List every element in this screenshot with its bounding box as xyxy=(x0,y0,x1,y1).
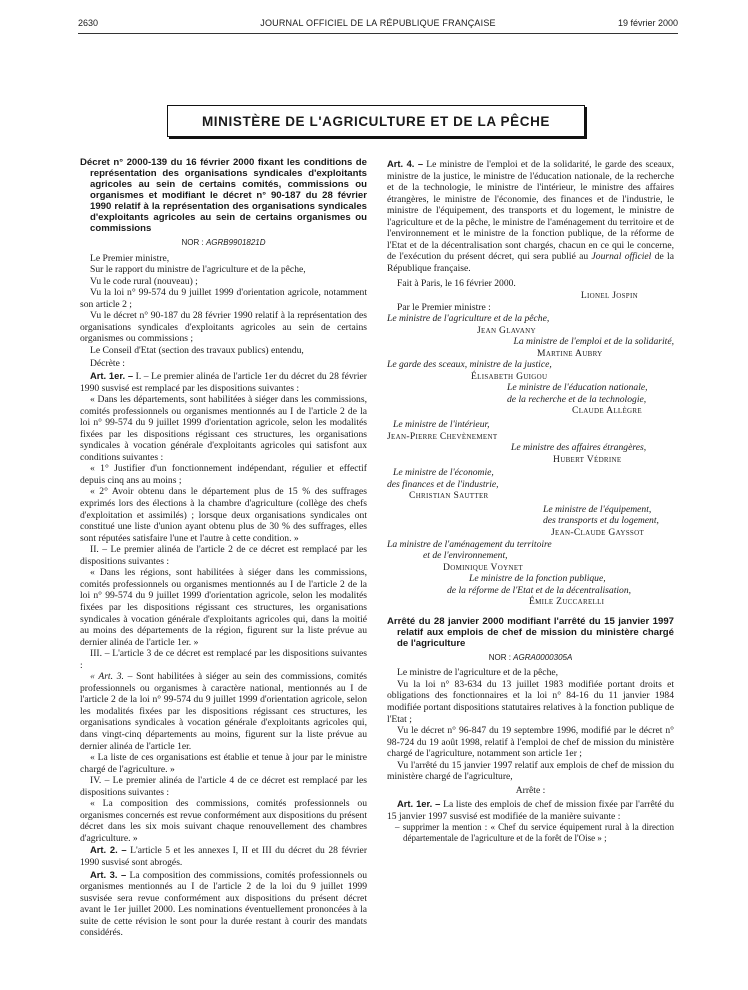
signer-name: Lionel Jospin xyxy=(580,290,638,302)
minister-role: Le ministre de la fonction publique, xyxy=(469,573,606,585)
header-rule xyxy=(78,33,678,34)
minister-name: Jean Glavany xyxy=(477,324,536,336)
arrete-line: Le ministre de l'agriculture et de la pêche, xyxy=(397,667,559,679)
par-premier-ministre: Par le Premier ministre : xyxy=(397,301,491,313)
article-label: Art. 3. – xyxy=(90,868,127,880)
minister-role: de la réforme de l'Etat et de la décentralisation, xyxy=(447,584,632,596)
arrete-word: Arrête : xyxy=(515,784,546,796)
minister-role: Le ministre des affaires étrangères, xyxy=(511,442,647,454)
issue-date: 19 février 2000 xyxy=(617,18,678,28)
paragraph: « Art. 3. – Sont habilitées à siéger au sein des commissions, comités professionnels ou organismes à caractère national, mentionnés au I de l'article 2 de la loi n° 99-574 du 9 juillet 1999 d'orientation agricole, selon les modalités fixées par les dispositions régissant ces structures, les organisations syndicales à vocation générale d'exploitants agricoles qui, dans vingt-cinq départements au moins, figurent sur la liste prévue au dernier alinéa de l'article 1er. xyxy=(80,671,367,752)
preamble-line: Vu le décret n° 90-187 du 28 février 1990 relatif à la représentation des organisations syndicales d'exploitants agricoles au sein de certains organismes ou commissions ; xyxy=(80,310,367,345)
paragraph: « Dans les régions, sont habilitées à siéger dans les commissions, comités professionnels ou organismes mentionnés au I de l'article 2 de la loi n° 99-574 du 9 juillet 1999 d'orientation agricole, selon les modalités fixées par les dispositions régissant ces structures, les organisations syndicales à vocation générale d'exploitants agricoles qui, dans la moitié au moins des départements de la région, figurent sur la liste prévue au dernier alinéa de l'article 1er. » xyxy=(80,567,367,648)
paragraph: II. – Le premier alinéa de l'article 2 de ce décret est remplacé par les dispositions suivantes : xyxy=(80,544,367,567)
page-number: 2630 xyxy=(78,18,99,28)
dash-item: – supprimer la mention : « Chef du service équipement rural à la direction départementale de l'agriculture et de la forêt de l'Oise » ; xyxy=(395,822,674,843)
minister-role: de la recherche et de la technologie, xyxy=(507,393,647,405)
article-label: Art. 2. – xyxy=(90,844,127,856)
minister-name: Jean-Claude Gayssot xyxy=(551,526,645,538)
arrete-line: Vu la loi n° 83-634 du 13 juillet 1983 modifiée portant droits et obligations des fonctionnaires et la loi n° 84-16 du 11 janvier 1984 modifiée portant dispositions statutaires relatives à la fonction publique de l'Etat ; xyxy=(387,678,674,725)
paragraph: « 1° Justifier d'un fonctionnement indépendant, régulier et effectif depuis cinq ans au moins ; xyxy=(80,463,367,486)
ministry-box xyxy=(167,105,585,137)
journal-title: JOURNAL OFFICIEL DE LA RÉPUBLIQUE FRANÇAISE xyxy=(260,18,496,28)
decrete-word: Décrète : xyxy=(90,358,125,370)
decree-nor: NOR : AGRB9901821D xyxy=(181,238,266,247)
paragraph: « La liste de ces organisations est établie et tenue à jour par le ministre chargé de l'agriculture. » xyxy=(80,752,367,775)
preamble-line: Sur le rapport du ministre de l'agriculture et de la pêche, xyxy=(90,264,306,276)
minister-name: Christian Sautter xyxy=(409,490,489,502)
preamble-line: Vu le code rural (nouveau) ; xyxy=(90,275,198,287)
running-header xyxy=(78,18,678,32)
minister-role: La ministre de l'emploi et de la solidarité, xyxy=(513,336,674,348)
minister-role: La ministre de l'aménagement du territoire xyxy=(387,538,552,550)
arrete-title: Arrêté du 28 janvier 2000 modifiant l'arrêté du 15 janvier 1997 relatif aux emplois de chef de mission du ministère chargé de l'agriculture xyxy=(387,615,674,649)
decree-nor-code: AGRB9901821D xyxy=(205,238,266,247)
minister-role: des transports et du logement, xyxy=(543,515,659,527)
right-column xyxy=(387,156,674,843)
paragraph: « 2° Avoir obtenu dans le département plus de 15 % des suffrages exprimés lors des élections à la chambre d'agriculture (collège des chefs d'exploitation et assimilés) ; lorsque deux organisations syndicales ont constitué une liste d'union ayant obtenu plus de 30 % des suffrages, elles sont réputées satisfaire l'une et l'autre à cette condition. » xyxy=(80,486,367,544)
minister-name: Émile Zuccarelli xyxy=(529,596,605,608)
paragraph: IV. – Le premier alinéa de l'article 4 de ce décret est remplacé par les dispositions suivantes : xyxy=(80,775,367,798)
article-3: Art. 3. – La composition des commissions, comités professionnels ou organismes mentionnés au I de l'article 2 de la loi du 9 juillet 1999 susvisée sera revue conformément aux dispositions du présent décret avant le 1er juillet 2000. Les nominations éventuellement prononcées à la suite de cette révision le sont pour la durée restant à courir des mandats considérés. xyxy=(80,868,368,939)
article-label: Art. 1er. – xyxy=(397,798,441,810)
minister-role: des finances et de l'industrie, xyxy=(387,478,499,490)
ministry-title: MINISTÈRE DE L'AGRICULTURE ET DE LA PÊCHE xyxy=(201,113,551,129)
arrete-nor: NOR : AGRA0000305A xyxy=(488,652,573,662)
minister-role: Le ministre de l'équipement, xyxy=(543,503,652,515)
paragraph: III. – L'article 3 de ce décret est remplacé par les dispositions suivantes : xyxy=(80,648,367,671)
minister-name: Hubert Védrine xyxy=(553,453,622,465)
arrete-line: Vu l'arrêté du 15 janvier 1997 relatif aux emplois de chef de mission du ministère chargé de l'agriculture, xyxy=(387,759,674,783)
minister-name: Dominique Voynet xyxy=(443,561,523,573)
preamble-line: Le Conseil d'Etat (section des travaux publics) entendu, xyxy=(90,344,304,356)
done-at: Fait à Paris, le 16 février 2000. xyxy=(397,278,516,290)
decree-title: Décret n° 2000-139 du 16 février 2000 fixant les conditions de représentation des organisations syndicales d'exploitants agricoles au sein de certains comités, commissions ou organismes et modifiant le décret n° 90-187 du 28 février 1990 relatif à la représentation des organisations syndicales d'exploitants agricoles au sein de certains organismes ou commissions xyxy=(80,157,367,234)
minister-role: Le ministre de l'éducation nationale, xyxy=(507,382,648,394)
article-2: Art. 2. – L'article 5 et les annexes I, II et III du décret du 28 février 1990 susvisé sont abrogés. xyxy=(80,844,368,868)
paragraph: « La composition des commissions, comités professionnels ou organismes concernés est revue conformément aux dispositions du présent décret dans les six mois suivant chaque renouvellement des chambres d'agriculture. » xyxy=(80,798,367,844)
minister-role: Le garde des sceaux, ministre de la justice, xyxy=(387,359,552,371)
paragraph: « Dans les départements, sont habilitées à siéger dans les commissions, comités professionnels ou organismes mentionnés au I de l'article 2 de la loi n° 99-574 du 9 juillet 1999 d'orientation agricole, selon les modalités fixées par les dispositions régissant ces structures, les organisations syndicales à vocation générale d'exploitants agricoles qui satisfont aux conditions suivantes : xyxy=(80,394,367,463)
arrete-nor-code: AGRA0000305A xyxy=(513,652,573,662)
minister-name: Claude Allègre xyxy=(572,405,642,417)
preamble-line: Le Premier ministre, xyxy=(90,252,170,264)
minister-role: Le ministre de l'économie, xyxy=(393,467,494,479)
preamble-line: Vu la loi n° 99-574 du 9 juillet 1999 d'orientation agricole, notamment son article 2 ; xyxy=(80,287,367,310)
article-label: Art. 1er. – xyxy=(90,370,134,382)
article-1: Art. 1er. – I. – Le premier alinéa de l'article 1er du décret du 28 février 1990 susvisé est remplacé par les dispositions suivantes : xyxy=(80,370,368,394)
minister-role: Le ministre de l'intérieur, xyxy=(393,419,490,431)
minister-name: Élisabeth Guigou xyxy=(471,370,548,382)
left-column xyxy=(80,157,367,939)
minister-role: Le ministre de l'agriculture et de la pêche, xyxy=(387,313,550,325)
minister-name: Jean-Pierre Chevènement xyxy=(387,430,498,442)
article-label: Art. 4. – xyxy=(387,158,424,169)
arrete-line: Vu le décret n° 96-847 du 19 septembre 1996, modifié par le décret n° 98-724 du 19 août 1998, relatif à l'emploi de chef de mission du ministère chargé de l'agriculture, notamment son article 1er ; xyxy=(387,725,674,760)
minister-role: et de l'environnement, xyxy=(423,550,508,562)
minister-name: Martine Aubry xyxy=(537,347,603,359)
article-4: Art. 4. – Le ministre de l'emploi et de la solidarité, le garde des sceaux, ministre de la justice, le ministre de l'éducation nationale, de la recherche et de la technologie, le ministre de l'intérieur, le ministre des affaires étrangères, le ministre de l'économie, des finances et de l'industrie, le ministre de l'équipement, des transports et du logement, le ministre de l'agriculture et de la pêche, le ministre de l'aménagement du territoire et de l'environnement et le ministre de la fonction publique, de la réforme de l'Etat et de la décentralisation sont chargés, chacun en ce qui le concerne, de l'exécution du présent décret, qui sera publié au Journal officiel de la République française. xyxy=(387,158,674,274)
arrete-article-1: Art. 1er. – La liste des emplois de chef de mission fixée par l'arrêté du 15 janvier 1997 susvisé est modifiée de la manière suivante : xyxy=(387,798,674,822)
